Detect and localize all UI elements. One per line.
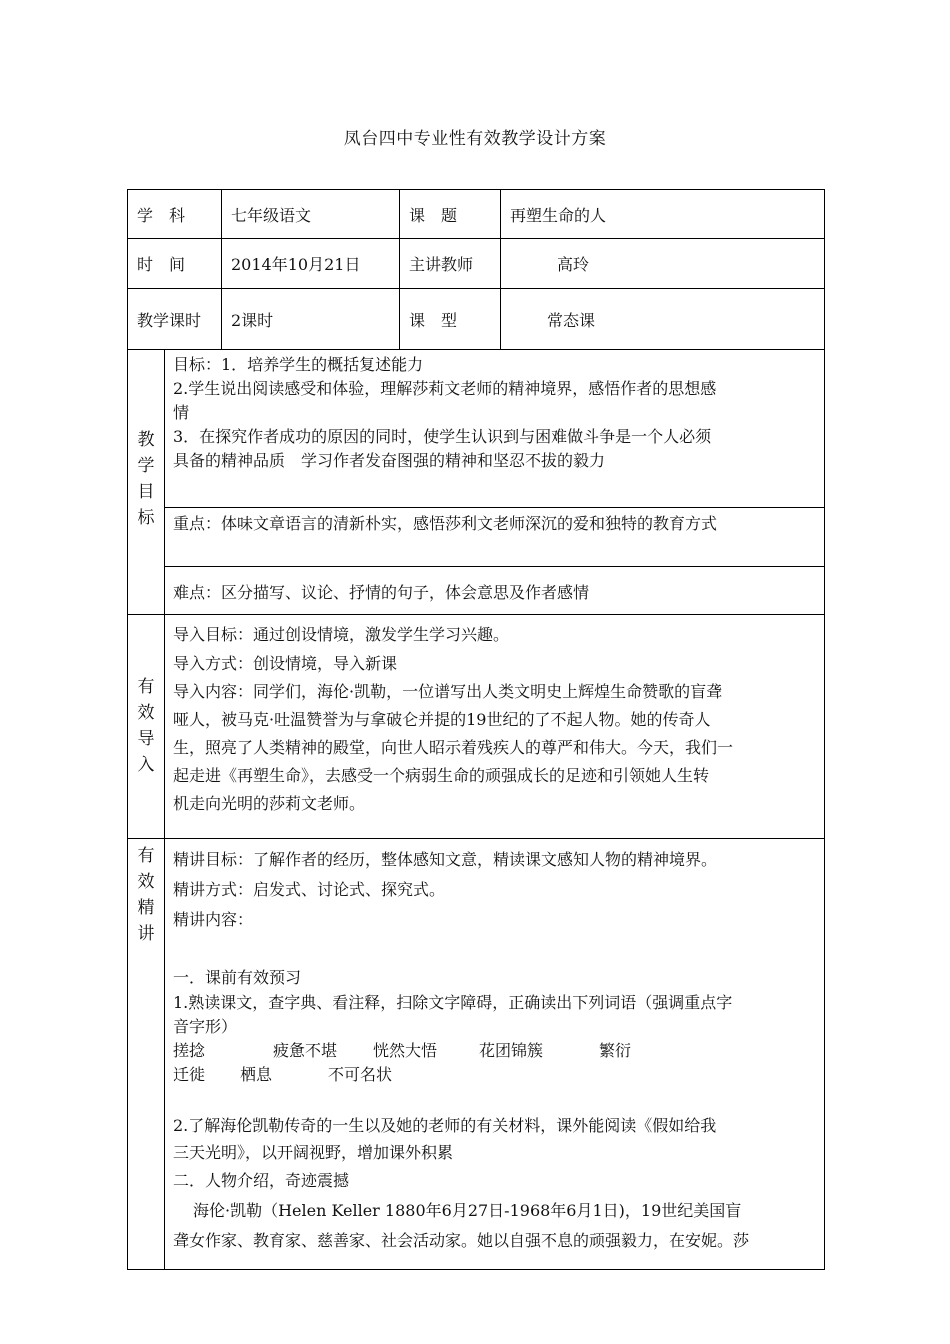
lecture-method: 精讲方式：启发式、讨论式、探究式。 xyxy=(173,880,446,899)
row-divider xyxy=(164,566,825,567)
document-title: 凤台四中专业性有效教学设计方案 xyxy=(343,129,607,149)
goals-line: 情 xyxy=(173,403,190,422)
lecture-content xyxy=(173,845,819,1256)
column-divider xyxy=(221,189,222,349)
hours-label: 教学课时 xyxy=(137,311,202,330)
row-divider xyxy=(164,507,825,508)
intro-content-line: 机走向光明的莎莉文老师。 xyxy=(173,794,366,813)
preview-item: 2.了解海伦凯勒传奇的一生以及她的老师的有关材料，课外能阅读《假如给我 xyxy=(173,1116,717,1135)
type-value: 常态课 xyxy=(547,311,596,330)
vocab-word: 搓捻 xyxy=(173,1041,206,1060)
biography-line: 聋女作家、教育家、慈善家、社会活动家。她以自强不息的顽强毅力，在安妮。莎 xyxy=(173,1231,750,1250)
row-divider xyxy=(127,838,825,839)
intro-content-line: 生，照亮了人类精神的殿堂，向世人昭示着残疾人的尊严和伟大。今天，我们一 xyxy=(173,738,734,757)
intro-section-label: 有 效 导 入 xyxy=(137,677,155,775)
subject-value: 七年级语文 xyxy=(231,206,312,225)
goals-line: 具备的精神品质 学习作者发奋图强的精神和坚忍不拔的毅力 xyxy=(173,451,606,470)
topic-value: 再塑生命的人 xyxy=(510,206,607,225)
row-divider xyxy=(127,238,825,239)
intro-content-line: 起走进《再塑生命》，去感受一个病弱生命的顽强成长的足迹和引领她人生转 xyxy=(173,766,710,785)
vocab-word: 恍然大悟 xyxy=(373,1041,438,1060)
lecture-goal: 精讲目标：了解作者的经历，整体感知文意，精读课文感知人物的精神境界。 xyxy=(173,850,718,869)
time-value: 2014年10月21日 xyxy=(231,255,361,274)
intro-content xyxy=(173,620,819,818)
vocab-row xyxy=(173,1039,819,1063)
goals-line: 3．在探究作者成功的原因的同时，使学生认识到与困难做斗争是一个人必须 xyxy=(173,427,712,446)
vocab-word: 不可名状 xyxy=(328,1065,393,1084)
section-title: 一．课前有效预习 xyxy=(173,968,302,987)
difficulty-point: 难点：区分描写、议论、抒情的句子，体会意思及作者感情 xyxy=(173,583,590,602)
lecture-section-label: 有 效 精 讲 xyxy=(137,846,155,944)
column-divider xyxy=(164,349,165,1270)
preview-item: 音字形） xyxy=(173,1017,238,1036)
intro-content-line: 导入内容：同学们，海伦·凯勒，一位谱写出人类文明史上辉煌生命赞歌的盲聋 xyxy=(173,682,723,701)
column-divider xyxy=(500,189,501,349)
vocab-word: 花团锦簇 xyxy=(479,1041,544,1060)
goals-section-label: 教 学 目 标 xyxy=(137,430,155,528)
preview-item: 三天光明》，以开阔视野，增加课外积累 xyxy=(173,1143,454,1162)
intro-content-line: 哑人，被马克·吐温赞誉为与拿破仑并提的19世纪的了不起人物。她的传奇人 xyxy=(173,710,711,729)
key-point: 重点：体味文章语言的清新朴实，感悟莎利文老师深沉的爱和独特的教育方式 xyxy=(173,514,718,533)
hours-value: 2课时 xyxy=(231,311,274,330)
vocab-word: 栖息 xyxy=(240,1065,273,1084)
column-divider xyxy=(399,189,400,349)
goals-content xyxy=(173,353,819,473)
row-divider xyxy=(127,288,825,289)
intro-goal: 导入目标：通过创设情境，激发学生学习兴趣。 xyxy=(173,625,510,644)
teacher-label: 主讲教师 xyxy=(409,255,474,274)
vocab-word: 疲惫不堪 xyxy=(273,1041,338,1060)
section-title: 二．人物介绍，奇迹震撼 xyxy=(173,1171,350,1190)
vocab-word: 迁徙 xyxy=(173,1065,206,1084)
vocab-word: 繁衍 xyxy=(599,1041,632,1060)
intro-method: 导入方式：创设情境，导入新课 xyxy=(173,654,398,673)
time-label: 时 间 xyxy=(137,255,186,274)
subject-label: 学 科 xyxy=(137,206,186,225)
goals-line: 2.学生说出阅读感受和体验，理解莎莉文老师的精神境界，感悟作者的思想感 xyxy=(173,379,717,398)
goals-line: 目标：1．培养学生的概括复述能力 xyxy=(173,355,424,374)
preview-item: 1.熟读课文，查字典、看注释，扫除文字障碍，正确读出下列词语（强调重点字 xyxy=(173,993,733,1012)
lecture-content-label: 精讲内容： xyxy=(173,910,254,929)
topic-label: 课 题 xyxy=(409,206,458,225)
row-divider xyxy=(127,614,825,615)
teacher-value: 高玲 xyxy=(557,255,590,274)
vocab-row xyxy=(173,1063,819,1087)
row-divider xyxy=(127,349,825,350)
biography-line: 海伦·凯勒（Helen Keller 1880年6月27日-1968年6月1日)，19世纪美国盲 xyxy=(193,1201,742,1220)
type-label: 课 型 xyxy=(409,311,458,330)
